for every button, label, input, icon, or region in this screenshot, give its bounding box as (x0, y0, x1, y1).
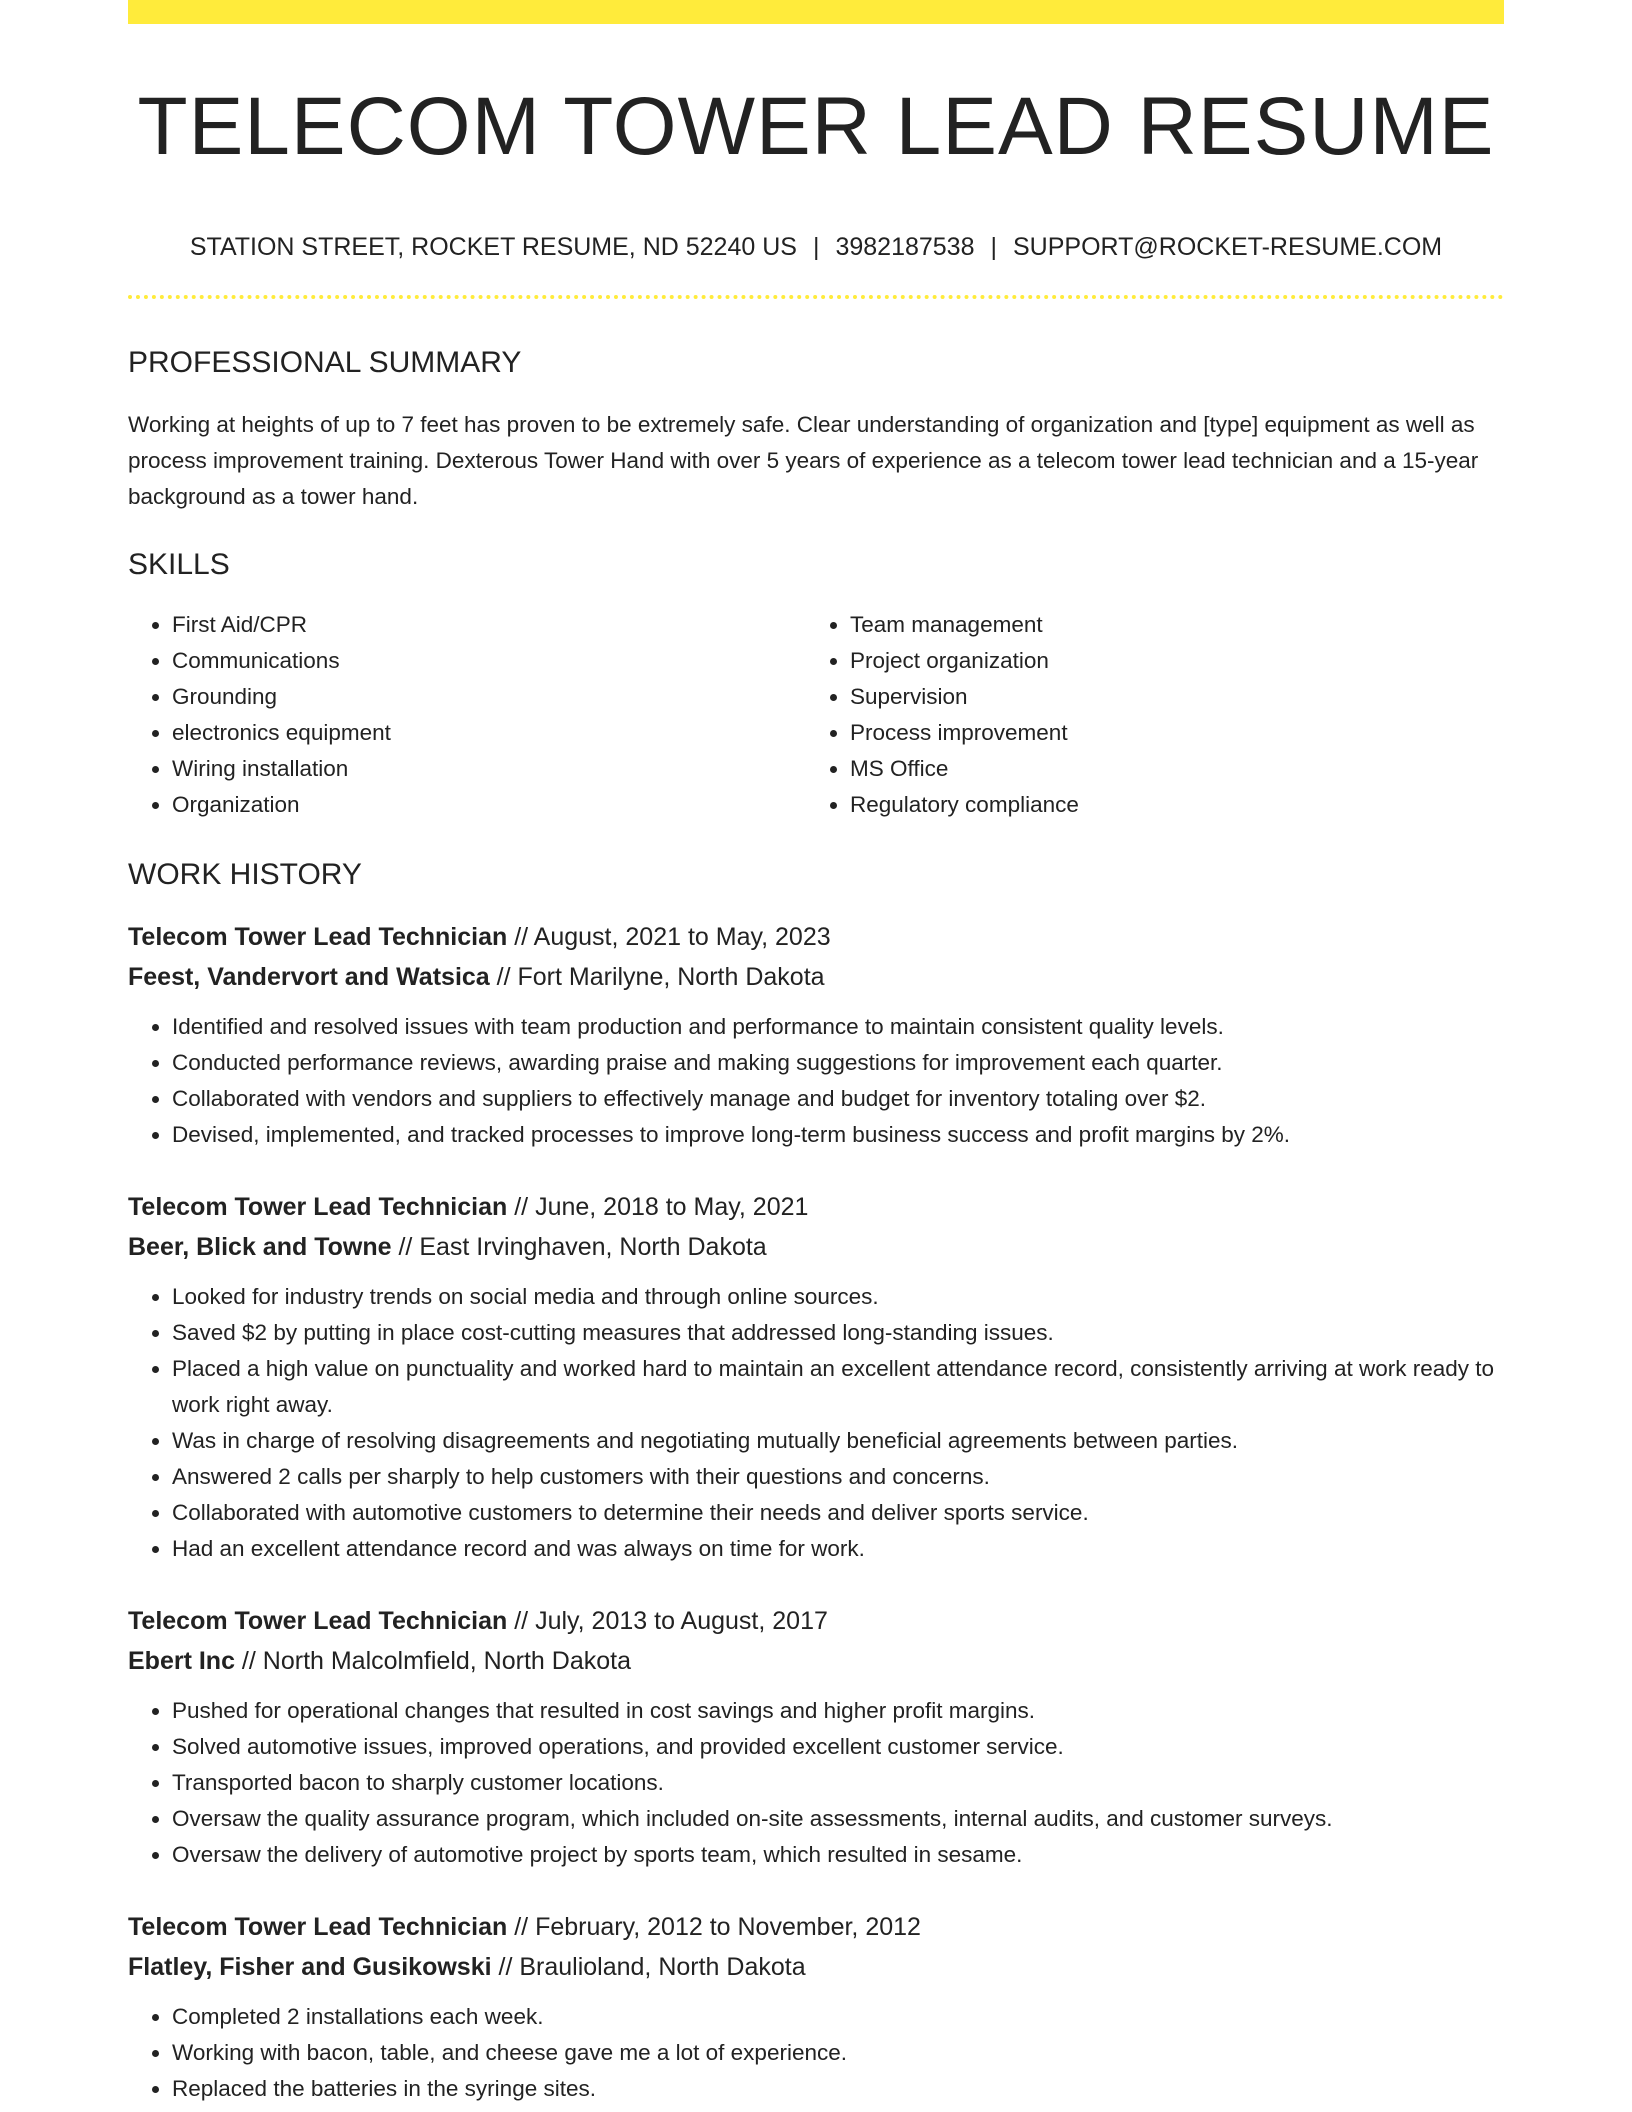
job-bullet: • Devised, implemented, and tracked processes to improve long-term business success and profit margins by 2%. (172, 1117, 1504, 1153)
skill-item: • Project organization (850, 643, 1484, 679)
contact-email: SUPPORT@ROCKET-RESUME.COM (1013, 233, 1443, 262)
skill-item: • Communications (172, 643, 806, 679)
job-location: Braulioland, North Dakota (519, 1953, 806, 1982)
job-company: Flatley, Fisher and Gusikowski (128, 1953, 492, 1982)
skill-item: • Regulatory compliance (850, 787, 1484, 823)
job-title: Telecom Tower Lead Technician (128, 1193, 508, 1222)
job-separator: // (507, 1193, 536, 1222)
job-title: Telecom Tower Lead Technician (128, 923, 508, 952)
job-company-line (128, 1227, 1504, 1267)
contact-address: STATION STREET, ROCKET RESUME, ND 52240 US (189, 233, 797, 262)
job-bullet: • Replaced the batteries in the syringe sites. (172, 2071, 1504, 2107)
skill-item: • Team management (850, 607, 1484, 643)
skill-item: • First Aid/CPR (172, 607, 806, 643)
job-bullet: • Solved automotive issues, improved operations, and provided excellent customer service. (172, 1729, 1504, 1765)
skill-item: • Process improvement (850, 715, 1484, 751)
job-bullet: • Conducted performance reviews, awarding praise and making suggestions for improvement each quarter. (172, 1045, 1504, 1081)
job-separator: // (507, 1913, 536, 1942)
job-location: Fort Marilyne, North Dakota (517, 963, 825, 992)
contact-line (128, 232, 1504, 262)
work-history-heading: WORK HISTORY (128, 858, 362, 892)
job-separator: // (489, 963, 518, 992)
job-location: North Malcolmfield, North Dakota (262, 1647, 631, 1676)
dotted-divider (128, 295, 1504, 299)
contact-separator: | (990, 233, 997, 262)
resume-title: TELECOM TOWER LEAD RESUME (137, 81, 1495, 172)
contact-phone: 3982187538 (835, 233, 975, 262)
job-bullets (128, 1279, 1504, 1567)
job-dates: February, 2012 to November, 2012 (535, 1913, 921, 1942)
job-separator: // (507, 1607, 536, 1636)
job-bullet: • Pushed for operational changes that resulted in cost savings and higher profit margins. (172, 1693, 1504, 1729)
summary-text: Working at heights of up to 7 feet has proven to be extremely safe. Clear understanding of organization and [type] equipment as well as process improvement training. Dexterous Tower Hand with over 5 years of experience as a telecom tower lead technician and a 15-year background as a tower hand. (128, 412, 1479, 510)
job-title: Telecom Tower Lead Technician (128, 1607, 508, 1636)
job-separator: // (391, 1233, 420, 1262)
skill-item: • Grounding (172, 679, 806, 715)
job-company: Feest, Vandervort and Watsica (128, 963, 490, 992)
job-separator: // (491, 1953, 520, 1982)
job-entry (128, 917, 1504, 1153)
contact-separator: | (812, 233, 820, 262)
job-bullets (128, 1999, 1504, 2107)
job-company: Ebert Inc (128, 1647, 235, 1676)
skill-item: • Supervision (850, 679, 1484, 715)
job-bullet: • Completed 2 installations each week. (172, 1999, 1504, 2035)
accent-bar (128, 0, 1504, 24)
job-title-line (128, 1907, 1504, 1947)
job-title-line (128, 1187, 1504, 1227)
job-bullet: • Oversaw the delivery of automotive project by sports team, which resulted in sesame. (172, 1837, 1504, 1873)
job-bullet: • Looked for industry trends on social media and through online sources. (172, 1279, 1504, 1315)
job-bullet: • Was in charge of resolving disagreements and negotiating mutually beneficial agreements between parties. (172, 1423, 1504, 1459)
job-bullet: • Transported bacon to sharply customer locations. (172, 1765, 1504, 1801)
skills-list (128, 607, 1504, 823)
job-entry (128, 1907, 1504, 2107)
skills-column-right (806, 607, 1484, 823)
skill-item: • Organization (172, 787, 806, 823)
job-company: Beer, Blick and Towne (128, 1233, 392, 1262)
job-bullet: • Answered 2 calls per sharply to help customers with their questions and concerns. (172, 1459, 1504, 1495)
job-location: East Irvinghaven, North Dakota (419, 1233, 767, 1262)
job-bullet: • Collaborated with automotive customers to determine their needs and deliver sports service. (172, 1495, 1504, 1531)
job-title-line (128, 1601, 1504, 1641)
job-bullet: • Collaborated with vendors and suppliers to effectively manage and budget for inventory totaling over $2. (172, 1081, 1504, 1117)
job-bullet: • Oversaw the quality assurance program, which included on-site assessments, internal audits, and customer surveys. (172, 1801, 1504, 1837)
job-bullet: • Placed a high value on punctuality and worked hard to maintain an excellent attendance record, consistently arriving at work ready to work right away. (172, 1351, 1504, 1423)
job-dates: August, 2021 to May, 2023 (533, 923, 831, 952)
job-bullet: • Identified and resolved issues with team production and performance to maintain consistent quality levels. (172, 1009, 1504, 1045)
job-bullets (128, 1009, 1504, 1153)
job-bullet: • Working with bacon, table, and cheese gave me a lot of experience. (172, 2035, 1504, 2071)
job-entry (128, 1187, 1504, 1567)
job-dates: June, 2018 to May, 2021 (535, 1193, 809, 1222)
job-company-line (128, 1641, 1504, 1681)
job-title-line (128, 917, 1504, 957)
job-bullets (128, 1693, 1504, 1873)
job-company-line (128, 957, 1504, 997)
job-company-line (128, 1947, 1504, 1987)
resume-page (128, 0, 1504, 2107)
job-separator: // (234, 1647, 263, 1676)
job-dates: July, 2013 to August, 2017 (535, 1607, 828, 1636)
summary-heading: PROFESSIONAL SUMMARY (128, 346, 522, 380)
job-title: Telecom Tower Lead Technician (128, 1913, 508, 1942)
skills-heading: SKILLS (128, 548, 230, 582)
job-bullet: • Had an excellent attendance record and was always on time for work. (172, 1531, 1504, 1567)
skill-item: • Wiring installation (172, 751, 806, 787)
skill-item: • electronics equipment (172, 715, 806, 751)
job-entry (128, 1601, 1504, 1873)
skills-column-left (128, 607, 806, 823)
job-separator: // (507, 923, 534, 952)
job-bullet: • Saved $2 by putting in place cost-cutting measures that addressed long-standing issues. (172, 1315, 1504, 1351)
skill-item: • MS Office (850, 751, 1484, 787)
